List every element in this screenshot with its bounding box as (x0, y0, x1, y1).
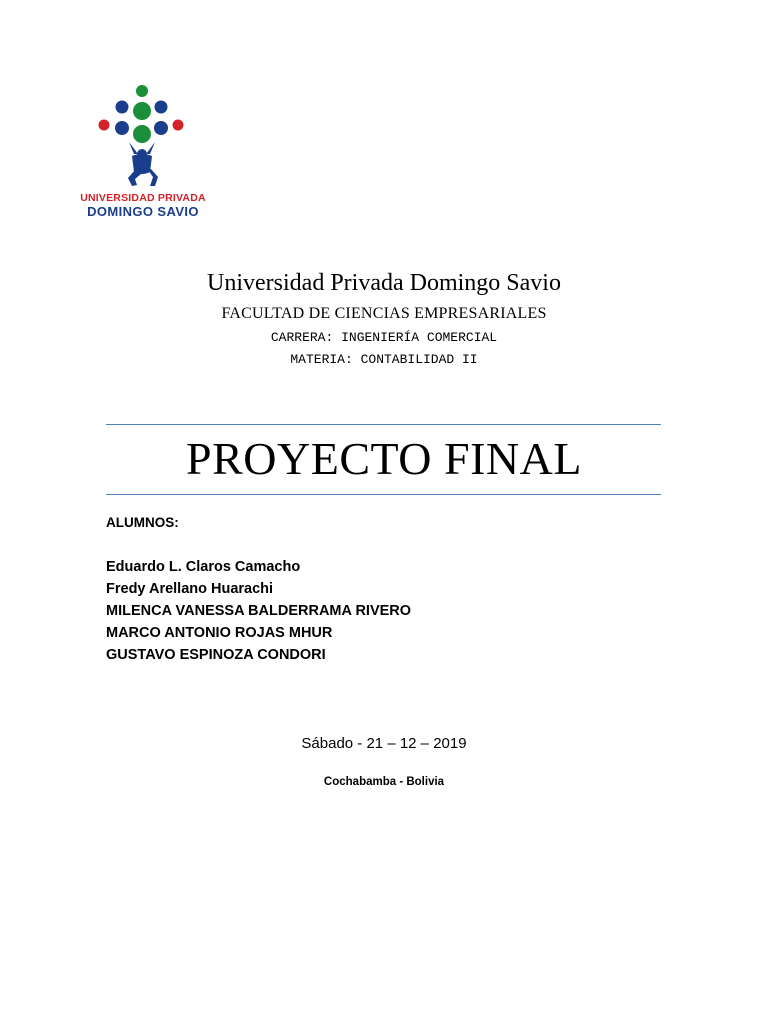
students-label: ALUMNOS: (106, 515, 179, 530)
student-name: MILENCA VANESSA BALDERRAMA RIVERO (106, 603, 412, 619)
title-rule-bottom (106, 494, 661, 495)
document-date: Sábado - 21 – 12 – 2019 (301, 735, 467, 752)
career-line: CARRERA: INGENIERÍA COMERCIAL (270, 330, 498, 345)
document-place: Cochabamba - Bolivia (323, 776, 445, 788)
student-name: Eduardo L. Claros Camacho (106, 559, 301, 575)
student-name: GUSTAVO ESPINOZA CONDORI (106, 647, 326, 663)
logo-text-line1: UNIVERSIDAD PRIVADA (80, 192, 206, 204)
title-rule-top (106, 424, 661, 425)
university-name: Universidad Privada Domingo Savio (207, 270, 561, 296)
student-name: Fredy Arellano Huarachi (106, 581, 274, 597)
students-list (106, 556, 411, 666)
university-logo (78, 82, 210, 222)
student-name: MARCO ANTONIO ROJAS MHUR (106, 625, 333, 641)
logo-text-line2: DOMINGO SAVIO (87, 204, 199, 219)
document-title: PROYECTO FINAL (186, 433, 582, 484)
logo-emblem-icon (98, 82, 188, 190)
faculty-name: FACULTAD DE CIENCIAS EMPRESARIALES (221, 305, 547, 322)
subject-line: MATERIA: CONTABILIDAD II (290, 352, 478, 367)
